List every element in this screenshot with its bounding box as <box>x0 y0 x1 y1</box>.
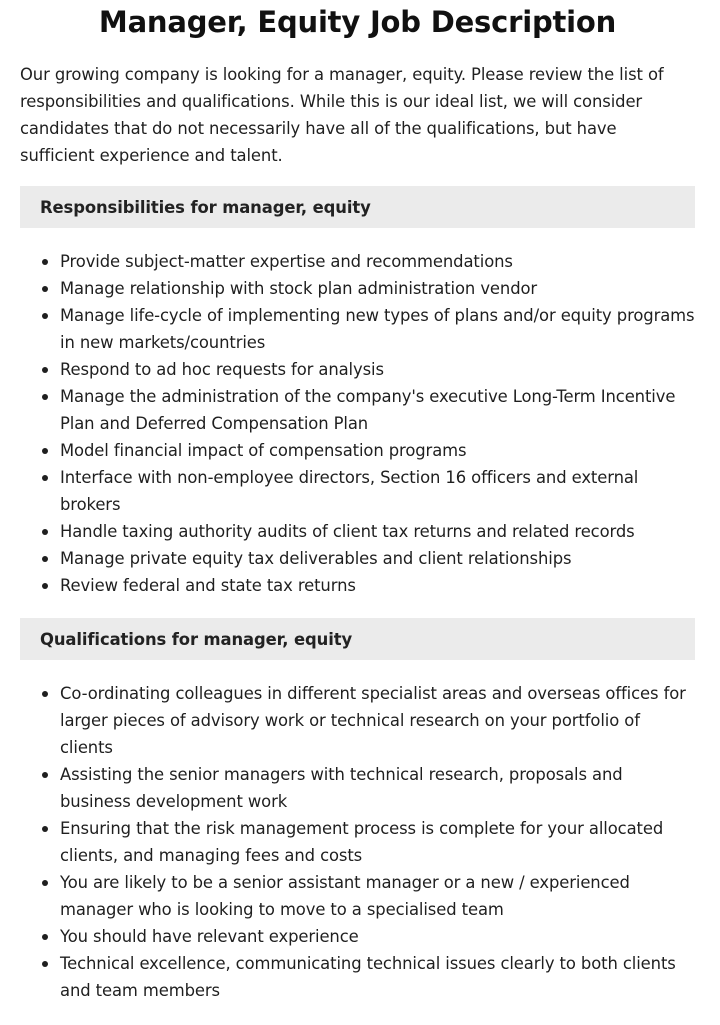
intro-paragraph: Our growing company is looking for a manager, equity. Please review the list of responsibilities and qualifications. While this is our ideal list, we will consider candidates that do not necessarily have all of the qualifications, but have sufficient experience and talent. <box>20 65 664 165</box>
page-title: Manager, Equity Job Description <box>98 5 617 39</box>
list-item: Review federal and state tax returns <box>60 572 695 599</box>
responsibilities-heading: Responsibilities for manager, equity <box>20 186 695 228</box>
list-item: You should have relevant experience <box>60 923 695 950</box>
list-item: You are likely to be a senior assistant manager or a new / experienced manager who is looking to move to a specialised team <box>60 869 695 923</box>
responsibilities-list <box>20 248 695 599</box>
list-item: Interface with non-employee directors, Section 16 officers and external brokers <box>60 464 695 518</box>
list-item: Co-ordinating colleagues in different specialist areas and overseas offices for larger pieces of advisory work or technical research on your portfolio of clients <box>60 680 695 761</box>
list-item: Model financial impact of compensation programs <box>60 437 695 464</box>
qualifications-heading: Qualifications for manager, equity <box>20 618 695 660</box>
qualifications-list <box>20 680 695 1004</box>
list-item: Provide subject-matter expertise and recommendations <box>60 248 695 275</box>
list-item: Respond to ad hoc requests for analysis <box>60 356 695 383</box>
list-item: Manage private equity tax deliverables and client relationships <box>60 545 695 572</box>
list-item: Ensuring that the risk management process is complete for your allocated clients, and managing fees and costs <box>60 815 695 869</box>
job-description-page <box>20 0 695 1004</box>
list-item: Technical excellence, communicating technical issues clearly to both clients and team members <box>60 950 695 1004</box>
list-item: Handle taxing authority audits of client tax returns and related records <box>60 518 695 545</box>
list-item: Manage the administration of the company's executive Long-Term Incentive Plan and Deferred Compensation Plan <box>60 383 695 437</box>
list-item: Assisting the senior managers with technical research, proposals and business development work <box>60 761 695 815</box>
list-item: Manage life-cycle of implementing new types of plans and/or equity programs in new markets/countries <box>60 302 695 356</box>
list-item: Manage relationship with stock plan administration vendor <box>60 275 695 302</box>
